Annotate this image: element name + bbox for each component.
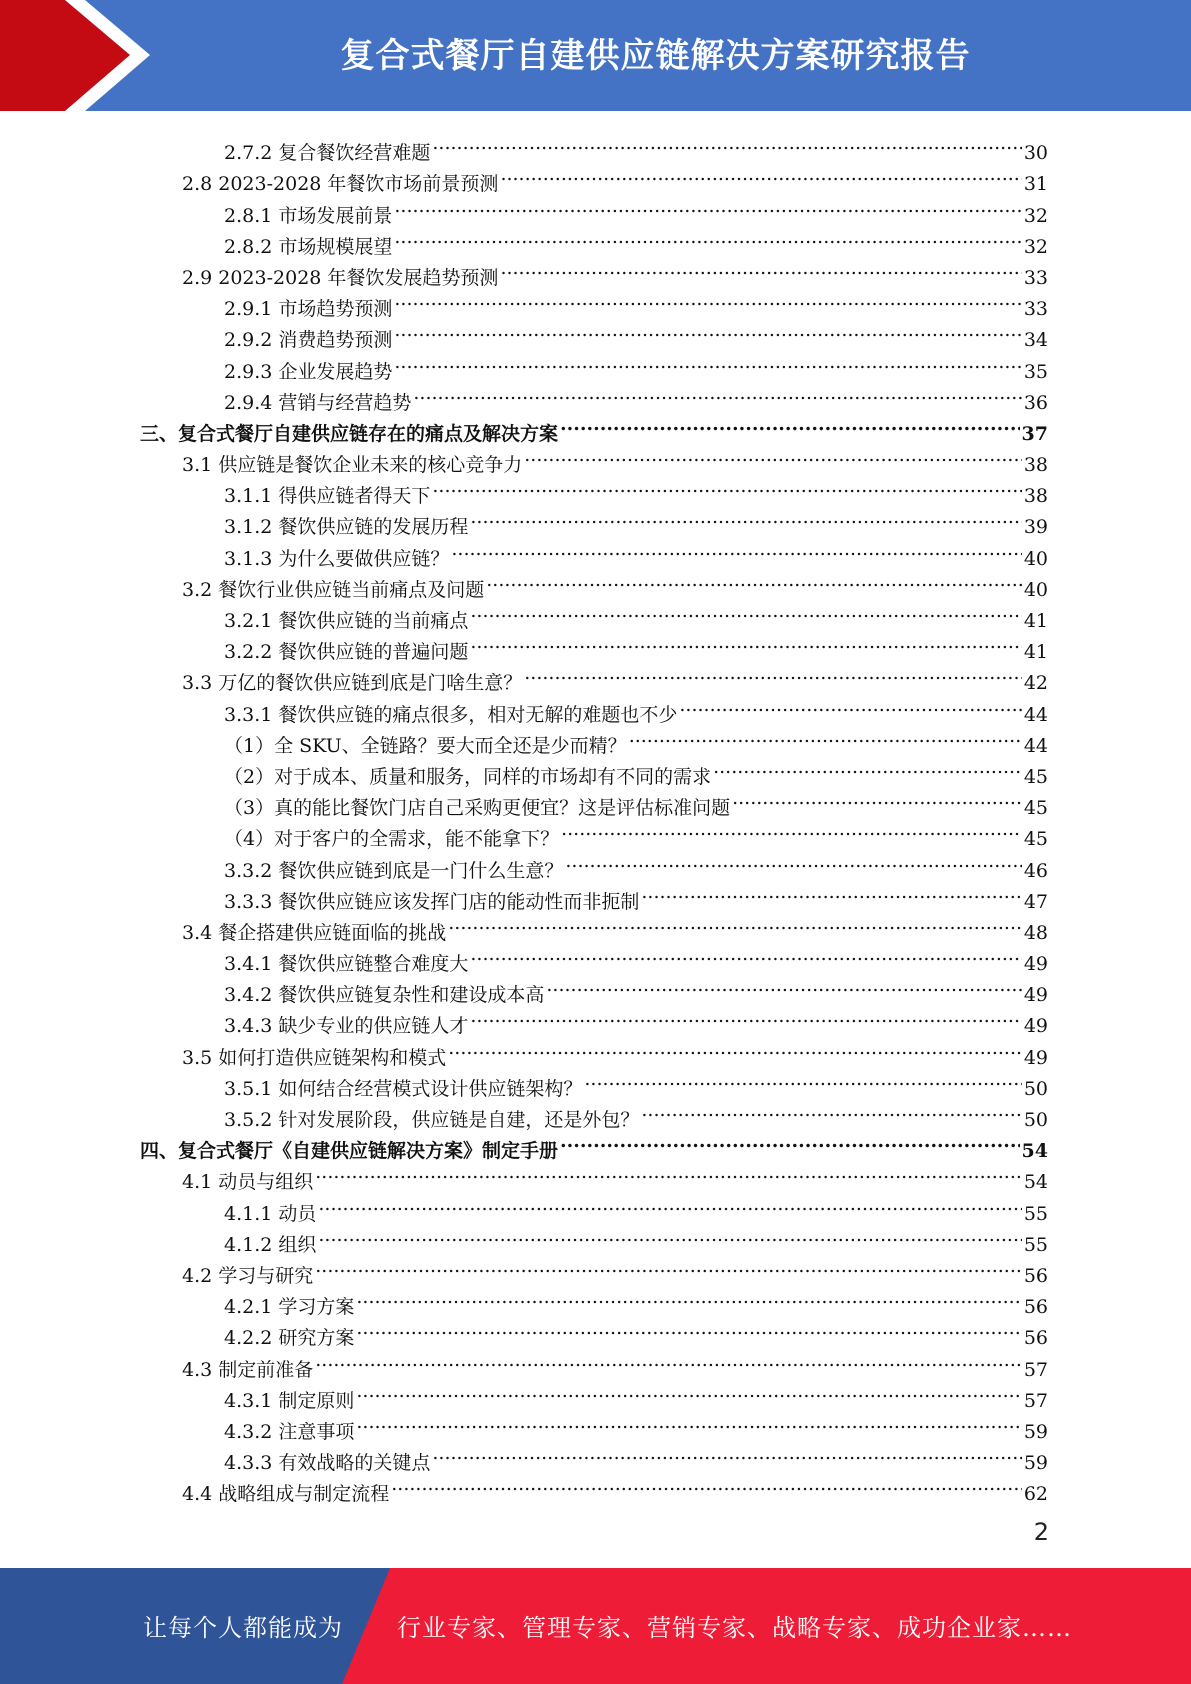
toc-dot-leader [470,939,1021,970]
toc-entry-title: 3.1 供应链是餐饮企业未来的核心竞争力 [182,454,523,477]
toc-dot-leader [356,1376,1021,1407]
header-red-chevron [0,0,150,111]
toc-entry-page: 39 [1023,516,1048,539]
toc-dot-leader [560,1126,1020,1157]
toc-entry-title: 2.8 2023-2028 年餐饮市场前景预测 [182,173,499,196]
toc-entry-title: 2.9 2023-2028 年餐饮发展趋势预测 [182,266,499,289]
toc-entry-page: 55 [1023,1202,1048,1225]
toc-entry-title: 3.3.3 餐饮供应链应该发挥门店的能动性而非扼制 [224,890,640,913]
toc-entry-title: 2.9.4 营销与经营趋势 [224,391,412,414]
toc-entry-page: 40 [1023,547,1048,570]
toc-entry-title: 4.2.2 研究方案 [224,1327,355,1350]
toc-entry-title: 3.5.2 针对发展阶段，供应链是自建，还是外包？ [224,1109,640,1131]
toc-dot-leader [315,1157,1022,1188]
toc-entry-page: 49 [1023,984,1048,1007]
toc-entry-title: 4.4 战略组成与制定流程 [182,1483,390,1506]
toc-dot-leader [500,159,1021,190]
toc-dot-leader [394,346,1021,377]
toc-dot-leader [315,1251,1022,1282]
toc-entry-page: 56 [1023,1264,1048,1287]
toc-dot-leader [356,1313,1021,1344]
toc-entry-title: （1）全 SKU、全链路？要大而全还是少而精？ [224,734,627,757]
toc-entry-title: 3.2.1 餐饮供应链的当前痛点 [224,610,469,632]
toc-dot-leader [394,284,1021,315]
toc-entry-page: 33 [1023,298,1048,321]
toc-entry-page: 59 [1023,1452,1048,1475]
toc-entry-page: 57 [1023,1358,1048,1381]
table-of-contents [140,128,1048,1506]
toc-entry-page: 62 [1023,1483,1048,1506]
toc-dot-leader [356,1407,1021,1438]
toc-entry-title: 3.5.1 如何结合经营模式设计供应链架构？ [224,1077,583,1100]
toc-entry-title: 2.8.1 市场发展前景 [224,204,393,227]
toc-dot-leader [524,658,1022,689]
toc-dot-leader [451,533,1021,564]
toc-entry-page: 50 [1023,1109,1048,1131]
toc-dot-leader [679,689,1021,720]
toc-entry-page: 45 [1023,797,1048,820]
toc-entry-page: 57 [1023,1389,1048,1412]
toc-dot-leader [560,409,1020,440]
page-footer [0,1568,1191,1684]
toc-dot-leader [641,1095,1021,1126]
footer-slogan-right: 行业专家、管理专家、营销专家、战略专家、成功企业家…… [397,1614,1072,1642]
toc-dot-leader [470,1001,1021,1032]
toc-entry-title: 3.5 如何打造供应链架构和模式 [182,1046,447,1069]
toc-entry-page: 35 [1023,360,1048,383]
toc-entry-page: 36 [1023,391,1048,414]
toc-entry-title: 4.3 制定前准备 [182,1358,314,1381]
toc-entry-page: 42 [1023,672,1048,695]
toc-entry-page: 48 [1023,921,1048,944]
toc-entry-title: 4.3.2 注意事项 [224,1420,355,1443]
toc-dot-leader [432,1438,1021,1469]
toc-entry-page: 44 [1023,734,1048,757]
toc-entry-page: 56 [1023,1296,1048,1319]
toc-entry-title: 3.3.2 餐饮供应链到底是一门什么生意？ [224,859,564,882]
toc-entry-title: 2.8.2 市场规模展望 [224,235,393,258]
toc-entry-page: 38 [1023,485,1048,508]
toc-entry-page: 59 [1023,1420,1048,1443]
toc-entry-page: 54 [1023,1171,1048,1194]
toc-entry-title: （2）对于成本、质量和服务，同样的市场却有不同的需求 [224,765,712,788]
toc-dot-leader [318,1220,1021,1251]
toc-dot-leader [524,440,1022,471]
toc-entry-title: 4.2.1 学习方案 [224,1296,355,1319]
toc-entry-page: 54 [1021,1140,1048,1163]
toc-entry-page: 32 [1023,204,1048,227]
toc-entry-title: 3.1.2 餐饮供应链的发展历程 [224,516,469,539]
toc-dot-leader [448,908,1022,939]
toc-dot-leader [448,1032,1022,1063]
toc-entry-page: 30 [1023,142,1048,165]
toc-dot-leader [713,752,1022,783]
toc-dot-leader [432,128,1021,159]
toc-entry-title: （4）对于客户的全需求，能不能拿下？ [224,828,560,851]
toc-entry-title: 2.9.1 市场趋势预测 [224,298,393,321]
toc-entry-title: 2.9.3 企业发展趋势 [224,360,393,383]
toc-entry-title: 3.3.1 餐饮供应链的痛点很多，相对无解的难题也不少 [224,703,678,726]
toc-dot-leader [432,471,1021,502]
toc-dot-leader [561,814,1022,845]
toc-dot-leader [486,565,1022,596]
toc-dot-leader [565,845,1021,876]
toc-entry-page: 45 [1023,828,1048,851]
toc-dot-leader [500,253,1021,284]
toc-dot-leader [546,970,1021,1001]
toc-entry-title: 3.4.3 缺少专业的供应链人才 [224,1015,469,1038]
toc-entry-page: 31 [1023,173,1048,196]
toc-entry-page: 32 [1023,235,1048,258]
toc-dot-leader [394,190,1021,221]
toc-entry-title: 2.9.2 消费趋势预测 [224,329,393,352]
toc-entry-page: 37 [1021,422,1048,445]
toc-entry-page: 41 [1023,641,1048,664]
toc-dot-leader [394,222,1021,253]
toc-entry-title: 4.3.1 制定原则 [224,1389,355,1412]
toc-entry-title: 3.2.2 餐饮供应链的普遍问题 [224,641,469,664]
toc-entry-title: 3.4 餐企搭建供应链面临的挑战 [182,921,447,944]
toc-entry-page: 56 [1023,1327,1048,1350]
toc-entry-page: 38 [1023,454,1048,477]
toc-entry-title: 4.1.2 组织 [224,1233,317,1256]
toc-entry-page: 49 [1023,1046,1048,1069]
toc-entry-title: （3）真的能比餐饮门店自己采购更便宜？这是评估标准问题 [224,797,731,820]
toc-entry-title: 2.7.2 复合餐饮经营难题 [224,142,431,165]
toc-dot-leader [470,502,1021,533]
toc-entry-page: 33 [1023,266,1048,289]
toc-entry[interactable] [140,128,1048,165]
toc-entry-page: 46 [1023,859,1048,882]
toc-entry-title: 三、复合式餐厅自建供应链存在的痛点及解决方案 [140,422,559,445]
report-title: 复合式餐厅自建供应链解决方案研究报告 [340,36,971,76]
page-number: 2 [1033,1518,1049,1546]
toc-entry-page: 34 [1023,329,1048,352]
toc-dot-leader [732,783,1022,814]
toc-dot-leader [315,1344,1022,1375]
toc-entry-page: 41 [1023,610,1048,632]
toc-entry-page: 49 [1023,953,1048,976]
toc-entry-title: 3.4.1 餐饮供应链整合难度大 [224,953,469,976]
toc-entry-title: 3.2 餐饮行业供应链当前痛点及问题 [182,578,485,601]
toc-entry-title: 3.1.3 为什么要做供应链？ [224,547,450,570]
toc-entry-page: 45 [1023,765,1048,788]
page-header [0,0,1191,111]
toc-dot-leader [470,596,1021,627]
toc-entry-page: 49 [1023,1015,1048,1038]
toc-entry-page: 40 [1023,578,1048,601]
toc-entry-title: 4.1 动员与组织 [182,1171,314,1194]
toc-entry-page: 47 [1023,890,1048,913]
toc-dot-leader [356,1282,1021,1313]
footer-slogan-left: 让每个人都能成为 [143,1614,343,1642]
toc-dot-leader [394,315,1021,346]
toc-entry-title: 3.1.1 得供应链者得天下 [224,485,431,508]
toc-entry-title: 3.4.2 餐饮供应链复杂性和建设成本高 [224,984,545,1007]
toc-entry-page: 50 [1023,1077,1048,1100]
toc-dot-leader [413,378,1021,409]
toc-dot-leader [641,877,1021,908]
toc-entry-title: 4.3.3 有效战略的关键点 [224,1452,431,1475]
toc-dot-leader [584,1064,1021,1095]
toc-dot-leader [318,1188,1021,1219]
toc-entry-title: 四、复合式餐厅《自建供应链解决方案》制定手册 [140,1140,559,1163]
toc-entry-title: 4.1.1 动员 [224,1202,317,1225]
toc-dot-leader [629,721,1022,752]
toc-entry-page: 55 [1023,1233,1048,1256]
toc-dot-leader [470,627,1021,658]
toc-dot-leader [391,1469,1022,1500]
toc-entry-title: 4.2 学习与研究 [182,1264,314,1287]
toc-entry-title: 3.3 万亿的餐饮供应链到底是门啥生意？ [182,672,523,695]
toc-entry-page: 44 [1023,703,1048,726]
